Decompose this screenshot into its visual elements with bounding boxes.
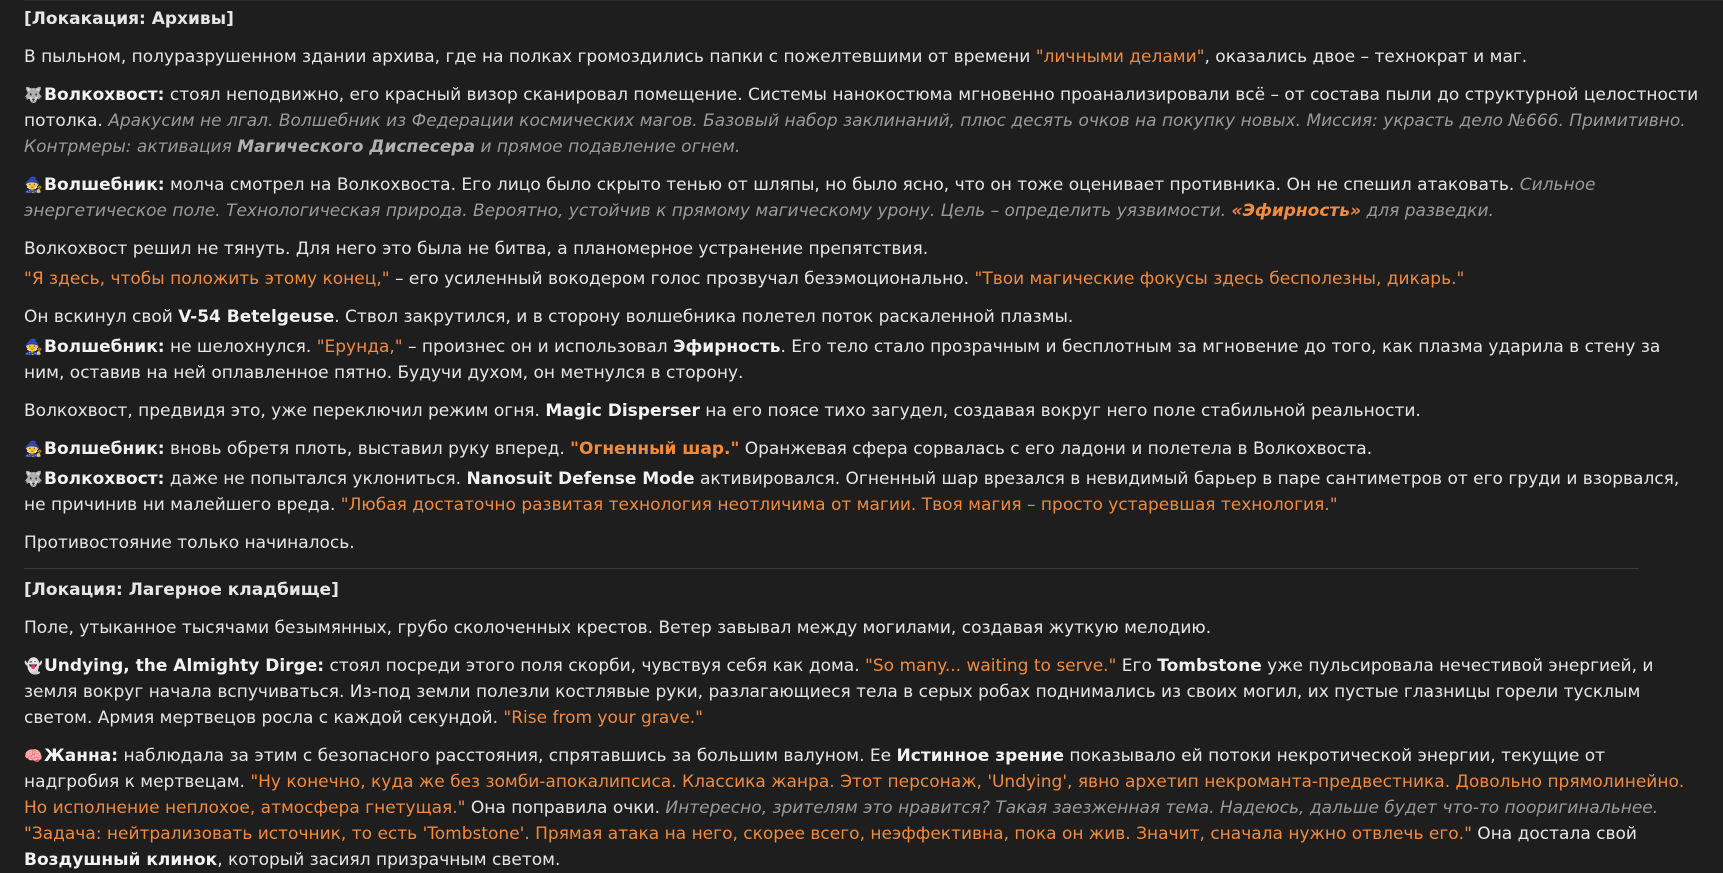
quote: "Твои магические фокусы здесь бесполезны, дикарь." xyxy=(974,269,1465,289)
speaker-name: Undying, the Almighty Dirge: xyxy=(44,656,325,676)
wizard-icon: 🧙 xyxy=(24,440,43,458)
inner-thought: Аракусим не лгал. Волшебник из Федерации космических магов. Базовый набор заклинаний, плюс десять очков на покупку новых. Миссия: украсть дело №666. Примитивно. Контрмеры: активация xyxy=(24,111,1686,157)
top-divider xyxy=(24,0,1723,1)
paragraph-wizard-observe: 🧙Волшебник: молча смотрел на Волкохвоста. Его лицо было скрыто тенью от шляпы, но было ясно, что он тоже оценивает противника. Он не спешил атаковать. Сильное энергетическое поле. Технологическая природа. Вероятно, устойчив к прямому магическому урону. Цель – определить уязвимости. «Эфирность» для разведки. xyxy=(24,172,1699,224)
quote: "Любая достаточно развитая технология неотличима от магии. Твоя магия – просто устаревшая технология." xyxy=(340,495,1338,515)
inner-thought: Сильное энергетическое поле. Технологическая природа. Вероятно, устойчив к прямому магическому урону. Цель – определить уязвимости. xyxy=(24,175,1596,221)
wizard-icon: 🧙 xyxy=(24,176,43,194)
brain-icon: 🧠 xyxy=(24,747,43,765)
quote: "Ну конечно, куда же без зомби-апокалипсиса. Классика жанра. Этот персонаж, 'Undying', явно архетип некроманта-предвестника. Довольно прямолинейно. Но исполнение неплохое, атмосфера гнетущая." xyxy=(24,772,1685,818)
paragraph-wolf-defense: 🐺Волкохвост: даже не попытался уклониться. Nanosuit Defense Mode активировался. Огненный шар врезался в невидимый барьер в паре сантиметров от его груди и взорвался, не причинив ни малейшего вреда. "Любая достаточно развитая технология неотличима от магии. Твоя магия – просто устаревшая технология." xyxy=(24,466,1699,518)
quote-personal-files: "личными делами" xyxy=(1035,47,1205,67)
paragraph-wolf-scan: 🐺Волкохвост: стоял неподвижно, его красный визор сканировал помещение. Системы нанокостюма мгновенно проанализировали всё – от состава пыли до структурной целостности потолка. Аракусим не лгал. Волшебник из Федерации космических магов. Базовый набор заклинаний, плюс десять очков на покупку новых. Миссия: украсть дело №666. Примитивно. Контрмеры: активация Магического Диспесера и прямое подавление огнем. xyxy=(24,82,1699,160)
speaker-name: Волкохвост: xyxy=(44,85,165,105)
speaker-name: Волшебник: xyxy=(44,337,165,357)
item-name: Магического Диспесера xyxy=(237,137,476,157)
section-divider xyxy=(24,568,1639,569)
quote: "Задача: нейтрализовать источник, то есть 'Tombstone'. Прямая атака на него, скорее всего, неэффективна, пока он жив. Значит, сначала нужно отвлечь его." xyxy=(24,824,1472,844)
location-header-graveyard: [Локация: Лагерное кладбище] xyxy=(24,580,339,600)
quote: "Ерунда," xyxy=(316,337,403,357)
ability-name: Nanosuit Defense Mode xyxy=(466,469,695,489)
ability-name: Tombstone xyxy=(1157,656,1262,676)
paragraph-graveyard-intro: Поле, утыканное тысячами безымянных, грубо сколоченных крестов. Ветер завывал между могилами, создавая жуткую мелодию. xyxy=(24,618,1212,638)
inner-thought: Интересно, зрителям это нравится? Такая заезженная тема. Надеюсь, дальше будет что-то пооригинальнее. xyxy=(665,798,1659,818)
paragraph-fireball: 🧙Волшебник: вновь обретя плоть, выставил руку вперед. "Огненный шар." Оранжевая сфера сорвалась с его ладони и полетела в Волкохвоста. xyxy=(24,436,1699,462)
item-name: Воздушный клинок xyxy=(24,850,218,870)
spell-name: Эфирность xyxy=(672,337,781,357)
paragraph-archive-intro: В пыльном, полуразрушенном здании архива, где на полках громоздились папки с пожелтевшими от времени "личными делами", оказались двое – технократ и маг. xyxy=(24,47,1528,67)
weapon-name: V-54 Betelgeuse xyxy=(178,307,335,327)
quote: "Я здесь, чтобы положить этому конец," xyxy=(24,269,390,289)
ghost-icon: 👻 xyxy=(24,657,43,675)
quote: "Rise from your grave." xyxy=(503,708,703,728)
wizard-icon: 🧙 xyxy=(24,338,43,356)
speaker-name: Волшебник: xyxy=(44,175,165,195)
paragraph-standoff: Противостояние только начиналось. xyxy=(24,533,355,553)
paragraph-disperser: Волкохвост, предвидя это, уже переключил режим огня. Magic Disperser на его поясе тихо загудел, создавая вокруг него поле стабильной реальности. xyxy=(24,401,1421,421)
paragraph-zhanna: 🧠Жанна: наблюдала за этим с безопасного расстояния, спрятавшись за большим валуном. Ее Истинное зрение показывало ей потоки некротической энергии, текущие от надгробия к мертвецам. "Ну конечно, куда же без зомби-апокалипсиса. Классика жанра. Этот персонаж, 'Undying', явно архетип некроманта-предвестника. Довольно прямолинейно. Но исполнение неплохое, атмосфера гнетущая." Она поправила очки. Интересно, зрителям это нравится? Такая заезженная тема. Надеюсь, дальше будет что-то пооригинальнее. "Задача: нейтрализовать источник, то есть 'Tombstone'. Прямая атака на него, скорее всего, неэффективна, пока он жив. Значит, сначала нужно отвлечь его." Она достала свой Воздушный клинок, который засиял призрачным светом. xyxy=(24,743,1699,873)
spell-name: "Огненный шар." xyxy=(570,439,740,459)
paragraph-undying: 👻Undying, the Almighty Dirge: стоял посреди этого поля скорби, чувствуя себя как дома. "So many... waiting to serve." Его Tombstone уже пульсировала нечестивой энергией, и земля вокруг начала вспучиваться. Из-под земли полезли костлявые руки, разлагающиеся тела в серых робах поднимались из своих могил, их пустые глазницы горели тусклым светом. Армия мертвецов росла с каждой секундой. "Rise from your grave." xyxy=(24,653,1699,731)
wolf-icon: 🐺 xyxy=(24,86,43,104)
speaker-name: Волкохвост: xyxy=(44,469,165,489)
quote: "So many... waiting to serve." xyxy=(865,656,1117,676)
wolf-icon: 🐺 xyxy=(24,470,43,488)
speaker-name: Волшебник: xyxy=(44,439,165,459)
location-header-archives: [Локакация: Архивы] xyxy=(24,9,234,29)
paragraph-wizard-ethereal: 🧙Волшебник: не шелохнулся. "Ерунда," – произнес он и использовал Эфирность. Его тело стало прозрачным и бесплотным за мгновение до того, как плазма ударила в стену за ним, оставив на ней оплавленное пятно. Будучи духом, он метнулся в сторону. xyxy=(24,334,1699,386)
ability-name: Истинное зрение xyxy=(896,746,1064,766)
paragraph-wolf-decides: Волкохвост решил не тянуть. Для него это была не битва, а планомерное устранение препятствия. xyxy=(24,239,929,259)
paragraph-plasma-shot: Он вскинул свой V-54 Betelgeuse. Ствол закрутился, и в сторону волшебника полетел поток раскаленной плазмы. xyxy=(24,307,1074,327)
speaker-name: Жанна: xyxy=(44,746,119,766)
spell-name: «Эфирность» xyxy=(1231,201,1362,221)
paragraph-wolf-speech: "Я здесь, чтобы положить этому конец," – его усиленный вокодером голос прозвучал безэмоционально. "Твои магические фокусы здесь бесполезны, дикарь." xyxy=(24,269,1465,289)
item-name: Magic Disperser xyxy=(545,401,700,421)
